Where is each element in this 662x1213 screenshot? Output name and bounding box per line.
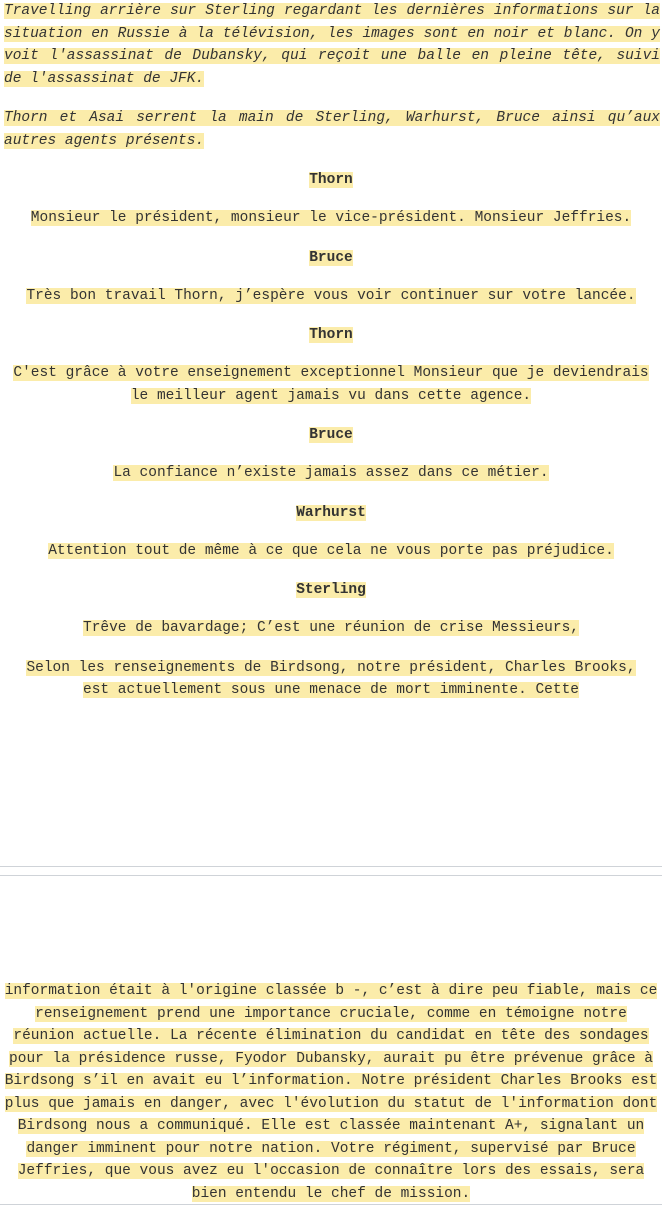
script-page-2: [0, 876, 662, 1213]
action-line: [0, 107, 662, 152]
dialogue-line: Attention tout de même à ce que cela ne vous porte pas préjudice.: [48, 542, 614, 559]
speaker-name: Thorn: [309, 172, 353, 188]
speaker-name: Sterling: [296, 582, 366, 598]
speaker-name: Thorn: [309, 327, 353, 343]
action-line: [0, 0, 662, 90]
page-bottom-edge: [0, 1204, 662, 1213]
dialogue-line: La confiance n’existe jamais assez dans ce métier.: [113, 465, 549, 481]
dialogue-line: C'est grâce à votre enseignement exceptionnel Monsieur que je deviendrais le meilleur agent jamais vu dans cette agence.: [13, 365, 649, 404]
dialogue-line: Monsieur le président, monsieur le vice-président. Monsieur Jeffries.: [30, 210, 632, 226]
page-break: [0, 866, 662, 876]
dialogue-line: Trêve de bavardage; C’est une réunion de crise Messieurs,: [83, 620, 579, 636]
speaker-name: Bruce: [309, 249, 353, 266]
action-text: Travelling arrière sur Sterling regardant les dernières informations sur la situation en Russie à la télévision, les images sont en noir et blanc. On y voit l'assassinat de Dubansky, qui reçoit une balle en pleine tête, suivi de l'assassinat de JFK.: [4, 3, 660, 87]
dialogue-line: Selon les renseignements de Birdsong, notre président, Charles Brooks, est actuellement sous une menace de mort imminente. Cette: [26, 659, 636, 698]
speaker-name: Warhurst: [296, 504, 366, 521]
dialogue-line: Très bon travail Thorn, j’espère vous voir continuer sur votre lancée.: [26, 287, 636, 304]
dialogue-continuation: information était à l'origine classée b -, c’est à dire peu fiable, mais ce renseignement prend une importance cruciale, comme en témoigne notre réunion actuelle. La récente élimination du candidat en tête des sondages pour la présidence russe, Fyodor Dubansky, aurait pu être prévenue grâce à Birdsong s’il en avait eu l’information. Notre président Charles Brooks est plus que jamais en danger, avec l'évolution du statut de l'information dont Birdsong nous a communiqué. Elle est classée maintenant A+, signalant un danger imminent pour notre nation. Votre régiment, supervisé par Bruce Jeffries, que vous avez eu l'occasion de connaître lors des essais, sera bien entendu le chef de mission.: [4, 983, 658, 1202]
action-text: Thorn et Asai serrent la main de Sterling, Warhurst, Bruce ainsi qu’aux autres agents présents.: [4, 110, 660, 149]
speaker-name: Bruce: [309, 427, 353, 443]
